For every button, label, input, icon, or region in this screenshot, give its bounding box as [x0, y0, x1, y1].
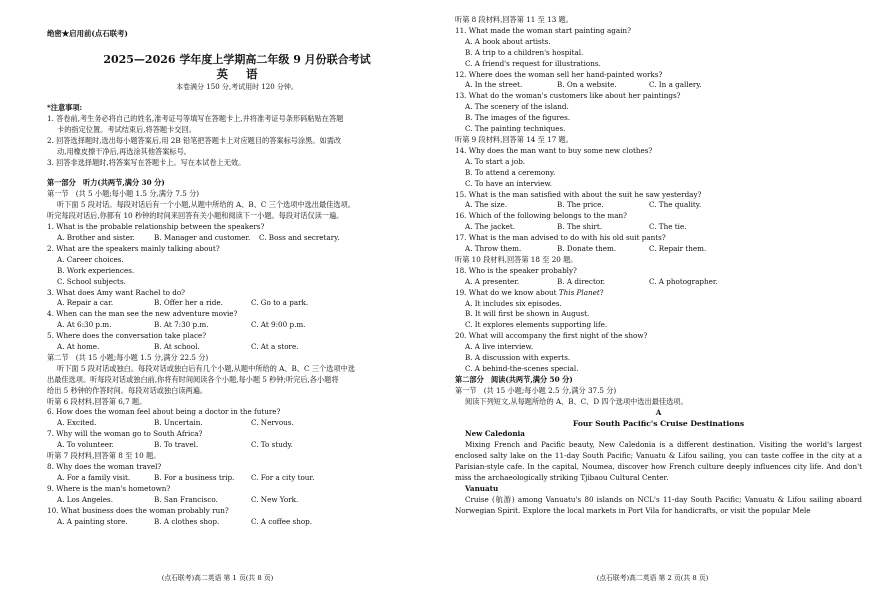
section1-instructions: 听完每段对话后,你都有 10 秒钟的时间来回答有关小题和阅读下一小题。每段对话仅读一遍。: [47, 211, 344, 221]
question-12-options: A. In the street. B. On a website. C. In a gallery.: [465, 80, 702, 90]
question-5: 5. Where does the conversation take place?: [47, 331, 207, 341]
exam-title: 2025—2026 学年度上学期高二年级 9 月份联合考试: [103, 53, 371, 66]
option: C. School subjects.: [57, 276, 126, 286]
material-6-heading: 听第 6 段材料,回答第 6,7 题。: [47, 396, 147, 406]
question-6: 6. How does the woman feel about being a doctor in the future?: [47, 407, 281, 417]
new-caledonia-heading: New Caledonia: [465, 429, 525, 439]
material-9-heading: 听第 9 段材料,回答第 14 至 17 题。: [455, 134, 573, 144]
question-11: 11. What made the woman start painting again?: [455, 25, 631, 35]
option: A. A live interview.: [465, 342, 534, 352]
question-10: 10. What business does the woman probably run?: [47, 505, 229, 515]
section1-heading: 第一节 (共 5 小题;每小题 1.5 分,满分 7.5 分): [47, 189, 200, 199]
material-8-heading: 听第 8 段材料,回答第 11 至 13 题。: [455, 15, 573, 24]
question-3-options: A. Repair a car. B. Offer her a ride. C. Go to a park.: [57, 298, 309, 308]
part2-heading: 第二部分 阅读(共两节,满分 50 分): [455, 374, 573, 384]
question-1: 1. What is the probable relationship between the speakers?: [47, 222, 265, 232]
question-5-options: A. At home. B. At school. C. At a store.: [57, 342, 299, 352]
question-4-options: A. At 6:30 p.m. B. At 7:30 p.m. C. At 9:00 p.m.: [57, 320, 306, 330]
option: C. The painting techniques.: [465, 124, 566, 134]
option: A. A book about artists.: [465, 36, 551, 46]
secret-label: 绝密★启用前(点石联考): [47, 29, 128, 38]
note-line: 1. 答卷前,考生务必将自己的姓名,准考证号等填写在答题卡上,并将准考证号条形码粘贴在答题: [47, 113, 344, 123]
question-16-options: A. The jacket. B. The shirt. C. The tie.: [465, 222, 687, 232]
section2-instructions: 出最佳选项。听每段对话或独白前,你将有时间阅读各个小题,每小题 5 秒钟;听完后,各小题将: [47, 374, 339, 384]
passage-title: Four South Pacific's Cruise Destinations: [572, 418, 745, 428]
question-9-options: A. Los Angeles. B. San Francisco. C. New York.: [57, 494, 299, 504]
page-footer: (点石联考)高二英语 第 2 页(共 8 页): [596, 574, 709, 582]
option: C. To have an interview.: [465, 178, 553, 188]
new-caledonia-paragraph: Mixing French and Pacific beauty, New Caledonia is a different destination. Visiting the world's largest enclosed salty lake on the 11-day South Pacific; Vanuatu & Lifou sailing, you can taste coffee in the city at a Parisian-style cafe. In the capital, Noumea, discover how French culture deeply influences city life. And don't miss the archaeologically striking Tjibaou Cultural Center.: [455, 440, 862, 483]
section1-instructions: 听下面 5 段对话。每段对话后有一个小题,从题中所给的 A、B、C 三个选项中选出最佳选项。: [57, 200, 355, 210]
question-13: 13. What do the woman's customers like about her paintings?: [455, 91, 681, 101]
question-20: 20. What will accompany the first night of the show?: [455, 331, 648, 341]
option: B. Work experiences.: [57, 265, 135, 275]
notes-heading: *注意事项:: [47, 103, 83, 112]
score-line: 本卷满分 150 分,考试用时 120 分钟。: [176, 83, 298, 91]
question-15-options: A. The size. B. The price. C. The quality.: [465, 200, 702, 210]
question-17-options: A. Throw them. B. Donate them. C. Repair them.: [465, 244, 707, 254]
question-19: 19. What do we know about This Planet?: [455, 287, 604, 297]
note-line: 2. 回答选择题时,选出每小题答案后,用 2B 铅笔把答题卡上对应题目的答案标号涂黑。如需改: [47, 135, 342, 145]
option: A. To start a job.: [465, 156, 526, 166]
note-line: 卡的指定位置。考试结束后,将答题卡交回。: [57, 124, 196, 134]
section2-instructions: 给出 5 秒钟的作答时间。每段对话或独白读两遍。: [47, 385, 208, 395]
material-10-heading: 听第 10 段材料,回答第 18 至 20 题。: [455, 254, 578, 264]
option: B. The images of the figures.: [465, 113, 571, 123]
part2-instructions: 阅读下列短文,从每题所给的 A、B、C、D 四个选项中选出最佳选项。: [465, 396, 688, 406]
section2-heading: 第二节 (共 15 小题;每小题 1.5 分,满分 22.5 分): [47, 352, 209, 362]
question-9: 9. Where is the man's hometown?: [47, 483, 171, 493]
subject-title: 英语: [216, 67, 276, 81]
part2-section1-heading: 第一节 (共 15 小题;每小题 2.5 分,满分 37.5 分): [455, 385, 617, 395]
question-17: 17. What is the man advised to do with his old suit pants?: [455, 233, 666, 243]
question-15: 15. What is the man satisfied with about the suit he saw yesterday?: [455, 189, 702, 199]
option: C. A friend's request for illustrations.: [465, 58, 601, 68]
notes-block: [47, 103, 427, 168]
option: B. It will first be shown in August.: [465, 309, 590, 319]
question-6-options: A. Excited. B. Uncertain. C. Nervous.: [57, 418, 294, 428]
option: B. A discussion with experts.: [465, 353, 571, 363]
question-14: 14. Why does the man want to buy some new clothes?: [455, 145, 653, 155]
question-10-options: A. A painting store. B. A clothes shop. C. A coffee shop.: [57, 516, 313, 526]
question-8-options: A. For a family visit. B. For a business trip. C. For a city tour.: [57, 472, 315, 482]
question-2: 2. What are the speakers mainly talking about?: [47, 243, 220, 253]
passage-letter: A: [655, 407, 662, 417]
question-18-options: A. A presenter. B. A director. C. A photographer.: [465, 276, 718, 286]
section2-instructions: 听下面 5 段对话或独白。每段对话或独白后有几个小题,从题中所给的 A、B、C 三个选项中选: [57, 363, 355, 373]
option: B. A trip to a children's hospital.: [465, 47, 584, 57]
question-7-options: A. To volunteer. B. To travel. C. To study.: [57, 440, 293, 450]
option: A. Career choices.: [57, 254, 124, 264]
part1-heading: 第一部分 听力(共两节,满分 30 分): [47, 178, 165, 188]
vanuatu-paragraph: Cruise (航游) among Vanuatu's 80 islands on NCL's 11-day South Pacific; Vanuatu & Lifou sailing aboard Norwegian Spirit. Explore the local markets in Port Vila for handicrafts, or visit the popular Mele: [455, 494, 862, 515]
note-line: 3. 回答非选择题时,将答案写在答题卡上。写在本试卷上无效。: [47, 157, 246, 167]
page-footer: (点石联考)高二英语 第 1 页(共 8 页): [161, 574, 274, 582]
question-1-options: A. Brother and sister. B. Manager and customer. C. Boss and secretary.: [57, 232, 340, 242]
option: B. To attend a ceremony.: [465, 167, 556, 177]
question-4: 4. When can the man see the new adventure movie?: [47, 309, 238, 319]
material-7-heading: 听第 7 段材料,回答第 8 至 10 题。: [47, 451, 161, 461]
option: C. It explores elements supporting life.: [465, 320, 608, 330]
option: C. A behind-the-scenes special.: [465, 364, 579, 373]
note-line: 动,用橡皮擦干净后,再选涂其他答案标号。: [57, 146, 191, 156]
option: A. The scenery of the island.: [465, 102, 569, 112]
question-7: 7. Why will the woman go to South Africa?: [47, 429, 203, 439]
question-12: 12. Where does the woman sell her hand-painted works?: [455, 69, 663, 79]
option: A. It includes six episodes.: [465, 298, 562, 308]
vanuatu-heading: Vanuatu: [465, 483, 499, 493]
question-8: 8. Why does the woman travel?: [47, 462, 162, 471]
question-16: 16. Which of the following belongs to the man?: [455, 211, 627, 221]
question-3: 3. What does Amy want Rachel to do?: [47, 287, 185, 297]
question-18: 18. Who is the speaker probably?: [455, 265, 577, 275]
exam-page-2: [435, 0, 870, 590]
